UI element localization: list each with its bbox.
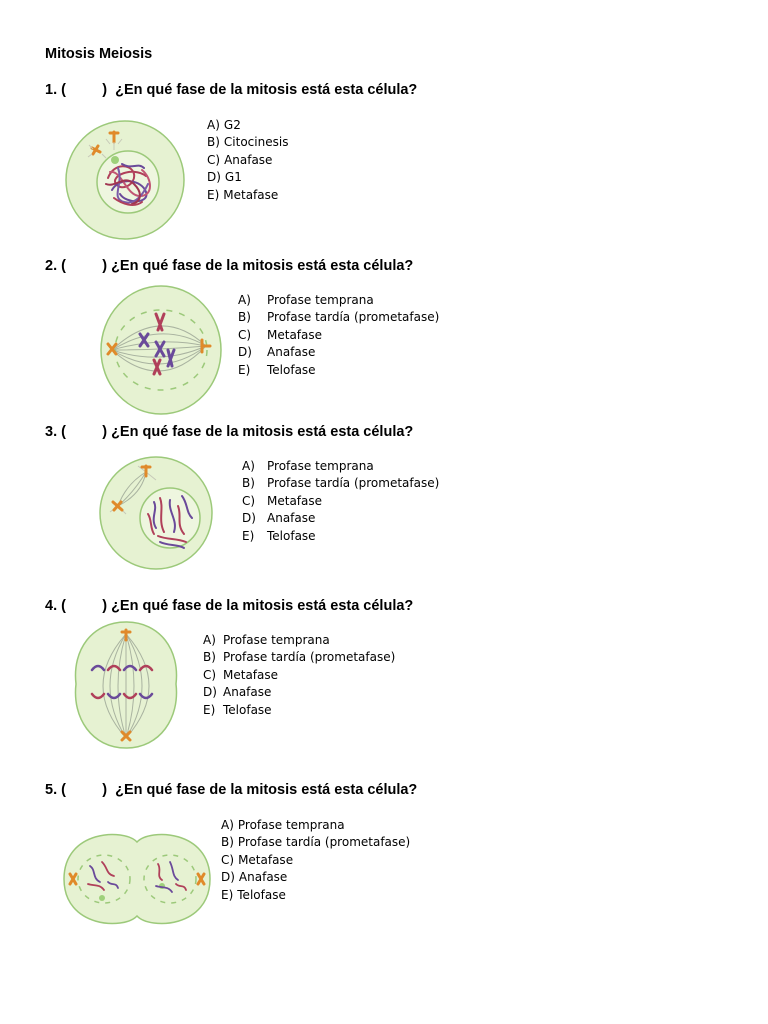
- cell-telophase-icon: [62, 830, 212, 928]
- option-d[interactable]: [203, 684, 395, 701]
- option-text: Profase temprana: [237, 818, 345, 832]
- option-text: Profase temprana: [267, 459, 374, 473]
- option-b[interactable]: [238, 309, 439, 326]
- option-text: Telofase: [267, 362, 316, 377]
- question-4-prompt: 4. ( ) ¿En qué fase de la mitosis está esta célula?: [45, 598, 414, 614]
- option-letter: B): [238, 310, 251, 325]
- question-5-options: [221, 817, 410, 904]
- option-c[interactable]: [221, 852, 410, 869]
- option-letter: D): [221, 870, 235, 885]
- option-a[interactable]: [203, 632, 395, 649]
- option-a[interactable]: [207, 117, 288, 134]
- option-text: G2: [223, 118, 241, 132]
- option-text: Profase tardía (prometafase): [237, 835, 411, 850]
- option-text: G1: [224, 170, 242, 185]
- option-e[interactable]: [221, 887, 410, 904]
- option-text: Profase tardía (prometafase): [223, 650, 396, 665]
- option-c[interactable]: [238, 327, 439, 344]
- option-text: Anafase: [223, 685, 272, 700]
- option-b[interactable]: [242, 475, 439, 492]
- option-letter: C): [203, 667, 217, 682]
- question-4-options: [203, 632, 395, 719]
- option-text: Telofase: [223, 702, 272, 717]
- document-title: Mitosis Meiosis: [45, 46, 153, 62]
- option-letter: B): [207, 135, 220, 150]
- question-5-prompt: 5. ( ) ¿En qué fase de la mitosis está esta célula?: [45, 782, 418, 798]
- question-1-prompt: 1. ( ) ¿En qué fase de la mitosis está esta célula?: [45, 82, 418, 98]
- option-letter: D): [203, 685, 217, 700]
- question-2-options: [238, 292, 439, 379]
- option-text: Anafase: [267, 345, 316, 360]
- cell-early-prophase-icon: [98, 454, 214, 572]
- option-letter: A): [238, 293, 251, 307]
- option-letter: C): [221, 852, 235, 867]
- option-letter: A): [242, 459, 255, 473]
- cell-anaphase-icon: [70, 620, 182, 750]
- option-d[interactable]: [207, 169, 288, 186]
- option-letter: A): [221, 818, 234, 832]
- option-letter: A): [203, 633, 216, 647]
- option-c[interactable]: [203, 667, 395, 684]
- option-letter: E): [207, 187, 220, 202]
- option-letter: C): [207, 152, 221, 167]
- option-b[interactable]: [203, 649, 395, 666]
- option-letter: D): [238, 345, 252, 360]
- option-a[interactable]: [242, 458, 439, 475]
- option-d[interactable]: [238, 344, 439, 361]
- option-text: Metafase: [223, 187, 279, 202]
- option-text: Profase temprana: [267, 293, 374, 307]
- option-text: Metafase: [238, 852, 294, 867]
- option-d[interactable]: [221, 869, 410, 886]
- option-e[interactable]: [242, 528, 439, 545]
- option-text: Metafase: [267, 327, 323, 342]
- question-2-prompt: 2. ( ) ¿En qué fase de la mitosis está esta célula?: [45, 258, 414, 274]
- option-letter: B): [221, 835, 234, 850]
- option-text: Metafase: [267, 493, 323, 508]
- option-text: Profase tardía (prometafase): [267, 310, 440, 325]
- option-e[interactable]: [238, 362, 439, 379]
- option-d[interactable]: [242, 510, 439, 527]
- option-c[interactable]: [242, 493, 439, 510]
- option-letter: E): [242, 528, 255, 543]
- question-3-prompt: 3. ( ) ¿En qué fase de la mitosis está esta célula?: [45, 424, 414, 440]
- option-e[interactable]: [203, 702, 395, 719]
- option-letter: E): [238, 362, 251, 377]
- option-text: Anafase: [238, 870, 288, 885]
- question-3-options: [242, 458, 439, 545]
- option-letter: D): [207, 170, 221, 185]
- question-1-options: [207, 117, 288, 204]
- option-letter: E): [221, 887, 234, 902]
- option-text: Telofase: [237, 887, 286, 902]
- option-letter: A): [207, 118, 220, 132]
- option-letter: B): [242, 476, 255, 491]
- option-text: Profase tardía (prometafase): [267, 476, 440, 491]
- option-letter: B): [203, 650, 216, 665]
- option-text: Anafase: [267, 511, 316, 526]
- option-text: Profase temprana: [223, 633, 330, 647]
- option-a[interactable]: [221, 817, 410, 834]
- option-letter: E): [203, 702, 216, 717]
- option-a[interactable]: [238, 292, 439, 309]
- option-e[interactable]: [207, 187, 288, 204]
- option-letter: D): [242, 511, 256, 526]
- option-b[interactable]: [207, 134, 288, 151]
- option-text: Metafase: [223, 667, 279, 682]
- option-text: Anafase: [224, 152, 273, 167]
- option-b[interactable]: [221, 834, 410, 851]
- option-letter: C): [238, 327, 252, 342]
- option-text: Telofase: [267, 528, 316, 543]
- option-letter: C): [242, 493, 256, 508]
- option-c[interactable]: [207, 152, 288, 169]
- cell-metaphase-icon: [98, 284, 224, 416]
- option-text: Citocinesis: [223, 135, 289, 150]
- cell-prophase-icon: [62, 118, 188, 242]
